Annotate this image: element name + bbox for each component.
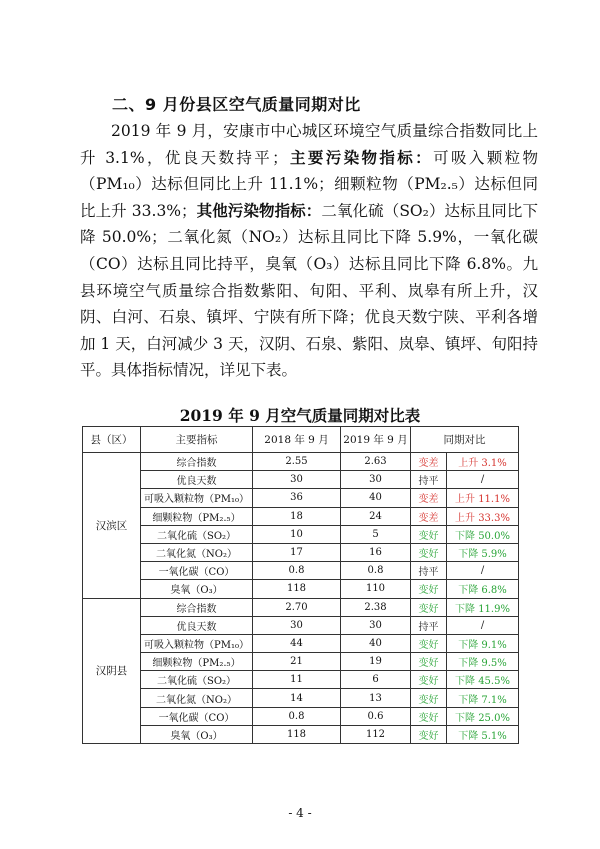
value-2018-cell: 118 <box>253 580 341 598</box>
table-body <box>83 453 519 744</box>
value-2018-cell: 0.8 <box>253 707 341 725</box>
indicator-cell: 细颗粒物（PM₂.₅） <box>141 507 253 525</box>
table-header-row <box>83 427 519 453</box>
trend-cell: 变好 <box>411 598 447 616</box>
page-number: - 4 - <box>288 806 312 820</box>
trend-cell: 变差 <box>411 507 447 525</box>
trend-cell: 变好 <box>411 653 447 671</box>
indicator-cell: 一氧化碳（CO） <box>141 562 253 580</box>
indicator-cell: 可吸入颗粒物（PM₁₀） <box>141 634 253 652</box>
value-2019-cell: 30 <box>341 616 411 634</box>
value-2019-cell: 2.38 <box>341 598 411 616</box>
value-2019-cell: 16 <box>341 543 411 561</box>
trend-cell: 变好 <box>411 525 447 543</box>
trend-cell: 变好 <box>411 671 447 689</box>
header-2018: 2018 年 9 月 <box>253 427 341 453</box>
table-row <box>83 616 519 634</box>
value-2019-cell: 112 <box>341 725 411 743</box>
county-cell: 汉滨区 <box>83 453 141 599</box>
paragraph-bold-main-pollutants: 主要污染物指标： <box>287 148 434 167</box>
value-2019-cell: 0.8 <box>341 562 411 580</box>
change-cell: 下降 5.9% <box>447 543 519 561</box>
value-2018-cell: 10 <box>253 525 341 543</box>
header-county: 县（区） <box>83 427 141 453</box>
indicator-cell: 臭氧（O₃） <box>141 580 253 598</box>
value-2018-cell: 21 <box>253 653 341 671</box>
trend-cell: 变好 <box>411 707 447 725</box>
change-cell: / <box>447 471 519 489</box>
table-row <box>83 562 519 580</box>
table-row <box>83 453 519 471</box>
table-row <box>83 653 519 671</box>
table-row <box>83 543 519 561</box>
indicator-cell: 综合指数 <box>141 453 253 471</box>
table-row <box>83 580 519 598</box>
value-2018-cell: 18 <box>253 507 341 525</box>
value-2018-cell: 17 <box>253 543 341 561</box>
table-row <box>83 471 519 489</box>
value-2019-cell: 19 <box>341 653 411 671</box>
table-row <box>83 489 519 507</box>
indicator-cell: 二氧化硫（SO₂） <box>141 671 253 689</box>
value-2019-cell: 5 <box>341 525 411 543</box>
value-2018-cell: 2.55 <box>253 453 341 471</box>
value-2019-cell: 110 <box>341 580 411 598</box>
value-2019-cell: 2.63 <box>341 453 411 471</box>
indicator-cell: 二氧化硫（SO₂） <box>141 525 253 543</box>
change-cell: 上升 33.3% <box>447 507 519 525</box>
change-cell: 下降 6.8% <box>447 580 519 598</box>
value-2019-cell: 40 <box>341 489 411 507</box>
section-heading: 二、9 月份县区空气质量同期对比 <box>112 95 361 114</box>
change-cell: 下降 9.5% <box>447 653 519 671</box>
indicator-cell: 一氧化碳（CO） <box>141 707 253 725</box>
value-2018-cell: 44 <box>253 634 341 652</box>
header-2019: 2019 年 9 月 <box>341 427 411 453</box>
change-cell: 上升 3.1% <box>447 453 519 471</box>
change-cell: 上升 11.1% <box>447 489 519 507</box>
indicator-cell: 二氧化氮（NO₂） <box>141 689 253 707</box>
value-2018-cell: 11 <box>253 671 341 689</box>
table-row <box>83 707 519 725</box>
body-paragraph <box>80 118 538 384</box>
indicator-cell: 优良天数 <box>141 616 253 634</box>
table-row <box>83 634 519 652</box>
value-2018-cell: 30 <box>253 616 341 634</box>
value-2018-cell: 14 <box>253 689 341 707</box>
change-cell: / <box>447 616 519 634</box>
header-comparison: 同期对比 <box>411 427 519 453</box>
indicator-cell: 综合指数 <box>141 598 253 616</box>
value-2019-cell: 24 <box>341 507 411 525</box>
change-cell: / <box>447 562 519 580</box>
indicator-cell: 二氧化氮（NO₂） <box>141 543 253 561</box>
value-2019-cell: 6 <box>341 671 411 689</box>
value-2018-cell: 30 <box>253 471 341 489</box>
trend-cell: 持平 <box>411 616 447 634</box>
change-cell: 下降 11.9% <box>447 598 519 616</box>
value-2019-cell: 40 <box>341 634 411 652</box>
indicator-cell: 臭氧（O₃） <box>141 725 253 743</box>
change-cell: 下降 5.1% <box>447 725 519 743</box>
indicator-cell: 优良天数 <box>141 471 253 489</box>
trend-cell: 变好 <box>411 689 447 707</box>
header-indicator: 主要指标 <box>141 427 253 453</box>
value-2018-cell: 118 <box>253 725 341 743</box>
county-cell: 汉阴县 <box>83 598 141 744</box>
trend-cell: 变好 <box>411 580 447 598</box>
value-2018-cell: 0.8 <box>253 562 341 580</box>
trend-cell: 持平 <box>411 562 447 580</box>
change-cell: 下降 7.1% <box>447 689 519 707</box>
paragraph-bold-other-pollutants: 其他污染物指标： <box>196 201 322 220</box>
change-cell: 下降 25.0% <box>447 707 519 725</box>
indicator-cell: 细颗粒物（PM₂.₅） <box>141 653 253 671</box>
table-row <box>83 725 519 743</box>
value-2019-cell: 0.6 <box>341 707 411 725</box>
trend-cell: 变好 <box>411 725 447 743</box>
value-2018-cell: 36 <box>253 489 341 507</box>
comparison-table <box>82 426 519 744</box>
trend-cell: 变差 <box>411 489 447 507</box>
trend-cell: 变好 <box>411 543 447 561</box>
paragraph-text-1: 2019 年 9 月，安康市中心城区环境空气质量综合指数同比上升 3.1%，优良天数持平； <box>80 122 538 167</box>
table-row <box>83 507 519 525</box>
trend-cell: 变差 <box>411 453 447 471</box>
indicator-cell: 可吸入颗粒物（PM₁₀） <box>141 489 253 507</box>
table-title: 2019 年 9 月空气质量同期对比表 <box>179 406 421 425</box>
table-row <box>83 671 519 689</box>
table-row <box>83 525 519 543</box>
trend-cell: 持平 <box>411 471 447 489</box>
paragraph-text-3: 二氧化硫（SO₂）达标且同比下降 50.0%；二氧化氮（NO₂）达标且同比下降 5.9%，一氧化碳（CO）达标且同比持平，臭氧（O₃）达标且同比下降 6.8%。九县环境空气质量综合指数紫阳、旬阳、平利、岚皋有所上升，汉阴、白河、石泉、镇坪、宁陕有所下降；优良天数宁陕、平利各增加 1 天，白河减少 3 天，汉阴、石泉、紫阳、岚皋、镇坪、旬阳持平。具体指标情况，详见下表。 <box>80 201 538 380</box>
table-row <box>83 598 519 616</box>
paragraph-text-2: 可吸入颗粒物（PM₁₀）达标但同比上升 11.1%；细颗粒物（PM₂.₅）达标但同比上升 33.3%； <box>80 148 538 220</box>
value-2018-cell: 2.70 <box>253 598 341 616</box>
trend-cell: 变好 <box>411 634 447 652</box>
value-2019-cell: 13 <box>341 689 411 707</box>
change-cell: 下降 9.1% <box>447 634 519 652</box>
change-cell: 下降 45.5% <box>447 671 519 689</box>
table-row <box>83 689 519 707</box>
change-cell: 下降 50.0% <box>447 525 519 543</box>
value-2019-cell: 30 <box>341 471 411 489</box>
